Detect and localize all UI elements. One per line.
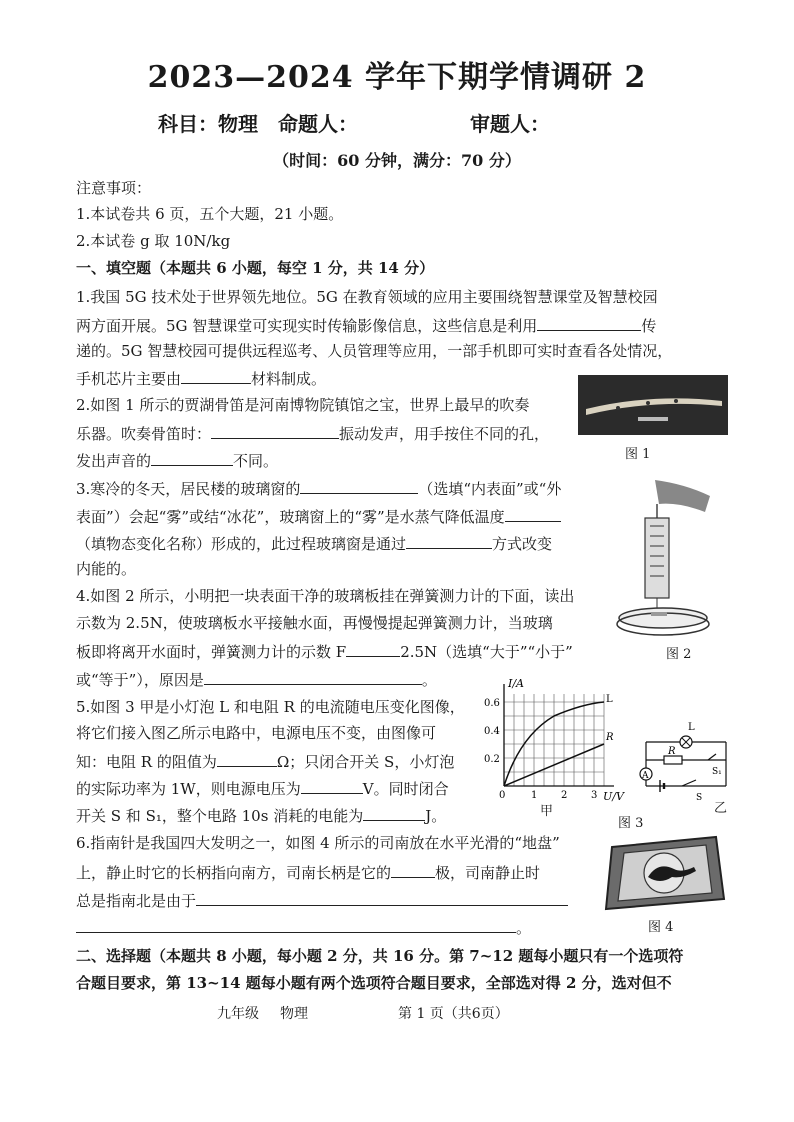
circuit-diagram — [636, 716, 732, 804]
note-1: 1.本试卷共 6 页，五个大题，21 小题。 — [76, 205, 344, 223]
q5-line3 — [76, 750, 454, 772]
q3-blank-1[interactable] — [300, 477, 418, 494]
q4-text: 板即将离开水面时，弹簧测力计的示数 F — [76, 643, 347, 661]
figure2-caption: 图 2 — [666, 647, 692, 662]
q2-blank-1[interactable] — [211, 422, 339, 439]
graph-xtick-1: 1 — [531, 790, 538, 801]
q6-line1: 6.指南针是我国四大发明之一，如图 4 所示的司南放在水平光滑的“地盘” — [76, 834, 560, 852]
iu-graph — [482, 676, 632, 806]
q5-text: 开关 S 和 S₁，整个电路 10s 消耗的电能为 — [76, 807, 364, 825]
q5-line5 — [76, 804, 446, 826]
q5-blank-2[interactable] — [301, 777, 363, 794]
q4-text: 。 — [421, 671, 437, 689]
reviewer-line: 审题人： — [470, 112, 550, 136]
circuit-label-S1: S₁ — [712, 767, 722, 777]
q3-text: 3.寒冷的冬天，居民楼的玻璃窗的 — [76, 480, 301, 498]
notes-heading: 注意事项： — [76, 179, 152, 197]
note-2: 2.本试卷 g 取 10N/kg — [76, 232, 231, 250]
figure1-caption: 图 1 — [625, 447, 651, 462]
footer-page: 第 1 页（共6页） — [398, 1006, 509, 1022]
q5-text: 的实际功率为 1W，则电源电压为 — [76, 780, 301, 798]
q4-line2: 示数为 2.5N，使玻璃板水平接触水面，再慢慢提起弹簧测力计，当玻璃 — [76, 614, 553, 632]
q6-text: 。 — [516, 919, 532, 937]
q6-blank-2-cont[interactable] — [76, 916, 516, 933]
q1-blank-1[interactable] — [537, 314, 641, 331]
circuit-label-S: S — [696, 793, 703, 803]
q2-text: 乐器。吹奏骨笛时： — [76, 425, 212, 443]
q1-text: 传 — [641, 317, 657, 335]
sinan-compass-image — [598, 833, 728, 913]
q2-line2 — [76, 422, 549, 444]
bone-flute-image — [578, 375, 728, 435]
q6-line2 — [76, 861, 540, 883]
exam-title: 2023—2024 学年下期学情调研 2 — [147, 60, 647, 95]
graph-xtick-3: 3 — [591, 790, 598, 801]
q3-line4: 内能的。 — [76, 560, 137, 578]
section1-heading: 一、填空题（本题共 6 小题，每空 1 分，共 14 分） — [76, 259, 435, 277]
q6-blank-2[interactable] — [196, 889, 568, 906]
graph-ytick-06: 0.6 — [484, 698, 500, 709]
q4-line4 — [76, 668, 437, 690]
footer-subject: 物理 — [280, 1006, 308, 1022]
q6-blank-1[interactable] — [391, 861, 435, 878]
figure3-caption: 图 3 — [618, 816, 644, 831]
q5-text: Ω；只闭合开关 S，小灯泡 — [276, 753, 455, 771]
q6-text: 上，静止时它的长柄指向南方，司南长柄是它的 — [76, 864, 392, 882]
section2-line1: 二、选择题（本题共 8 小题，每小题 2 分，共 16 分。第 7~12 题每小题只有一个选项符 — [76, 947, 684, 965]
q3-text: 方式改变 — [492, 535, 553, 553]
q2-blank-2[interactable] — [151, 449, 233, 466]
q3-blank-2[interactable] — [505, 505, 561, 522]
graph-xtick-2: 2 — [561, 790, 568, 801]
graph-caption-jia: 甲 — [540, 804, 554, 819]
q1-text: 手机芯片主要由 — [76, 370, 182, 388]
q1-text: 材料制成。 — [251, 370, 327, 388]
q5-line2: 将它们接入图乙所示电路中，电源电压不变，由图像可 — [76, 724, 437, 742]
subject-line: 科目：物理 命题人： — [158, 112, 358, 136]
q5-blank-3[interactable] — [363, 804, 425, 821]
q4-line3 — [76, 640, 573, 662]
section2-line2: 合题目要求，第 13~14 题每小题有两个选项符合题目要求，全部选对得 2 分，选对但不 — [76, 974, 672, 992]
q3-line2 — [76, 505, 561, 527]
q2-text: 发出声音的 — [76, 452, 152, 470]
graph-label-R: R — [606, 732, 614, 743]
q2-text: 振动发声，用手按住不同的孔， — [339, 425, 550, 443]
q5-text: V。同时闭合 — [362, 780, 449, 798]
q6-line3 — [76, 889, 568, 911]
q2-line1: 2.如图 1 所示的贾湖骨笛是河南博物院镇馆之宝，世界上最早的吹奏 — [76, 396, 530, 414]
q1-line3: 递的。5G 智慧校园可提供远程巡考、人员管理等应用，一部手机即可实时查看各处情况， — [76, 342, 673, 360]
footer-grade: 九年级 — [217, 1006, 259, 1022]
spring-scale-image — [615, 478, 730, 638]
q6-text: 极，司南静止时 — [435, 864, 541, 882]
graph-ylabel: I/A — [508, 677, 524, 690]
q3-line1 — [76, 477, 561, 499]
q1-line4 — [76, 367, 326, 389]
q3-line3 — [76, 532, 552, 554]
q1-blank-2[interactable] — [181, 367, 251, 384]
q6-line4 — [76, 916, 531, 938]
q5-line4 — [76, 777, 449, 799]
graph-xlabel: U/V — [603, 790, 624, 803]
q5-line1: 5.如图 3 甲是小灯泡 L 和电阻 R 的电流随电压变化图像， — [76, 698, 465, 716]
q3-text: （填物态变化名称）形成的，此过程玻璃窗是通过 — [76, 535, 407, 553]
q2-line3 — [76, 449, 278, 471]
q2-text: 不同。 — [233, 452, 279, 470]
q5-text: J。 — [425, 807, 447, 825]
q1-line1: 1.我国 5G 技术处于世界领先地位。5G 在教育领域的应用主要围绕智慧课堂及智慧校园 — [76, 288, 658, 306]
q6-text: 总是指南北是由于 — [76, 892, 197, 910]
circuit-caption-yi: 乙 — [714, 801, 728, 816]
q4-blank-1[interactable] — [346, 640, 400, 657]
q4-line1: 4.如图 2 所示，小明把一块表面干净的玻璃板挂在弹簧测力计的下面，读出 — [76, 587, 575, 605]
q4-blank-2[interactable] — [204, 668, 422, 685]
time-line: （时间：60 分钟，满分：70 分） — [273, 151, 521, 170]
q3-blank-3[interactable] — [406, 532, 492, 549]
q4-text: 或“等于”），原因是 — [76, 671, 204, 689]
q4-text: 2.5N（选填“大于”“小于” — [400, 643, 573, 661]
q5-text: 知：电阻 R 的阻值为 — [76, 753, 217, 771]
q3-text: （选填“内表面”或“外 — [418, 480, 562, 498]
circuit-label-R: R — [668, 746, 676, 757]
q1-text: 两方面开展。5G 智慧课堂可实现实时传输影像信息，这些信息是利用 — [76, 317, 538, 335]
q3-text: 表面”）会起“雾”或结“冰花”，玻璃窗上的“雾”是水蒸气降低温度 — [76, 508, 505, 526]
graph-label-L: L — [606, 694, 613, 705]
graph-ytick-02: 0.2 — [484, 754, 500, 765]
circuit-label-L: L — [688, 722, 695, 733]
circuit-label-A: A — [642, 771, 649, 781]
q1-line2 — [76, 314, 656, 336]
q5-blank-1[interactable] — [217, 750, 277, 767]
graph-xtick-0: 0 — [499, 790, 506, 801]
graph-ytick-04: 0.4 — [484, 726, 500, 737]
figure4-caption: 图 4 — [648, 920, 674, 935]
